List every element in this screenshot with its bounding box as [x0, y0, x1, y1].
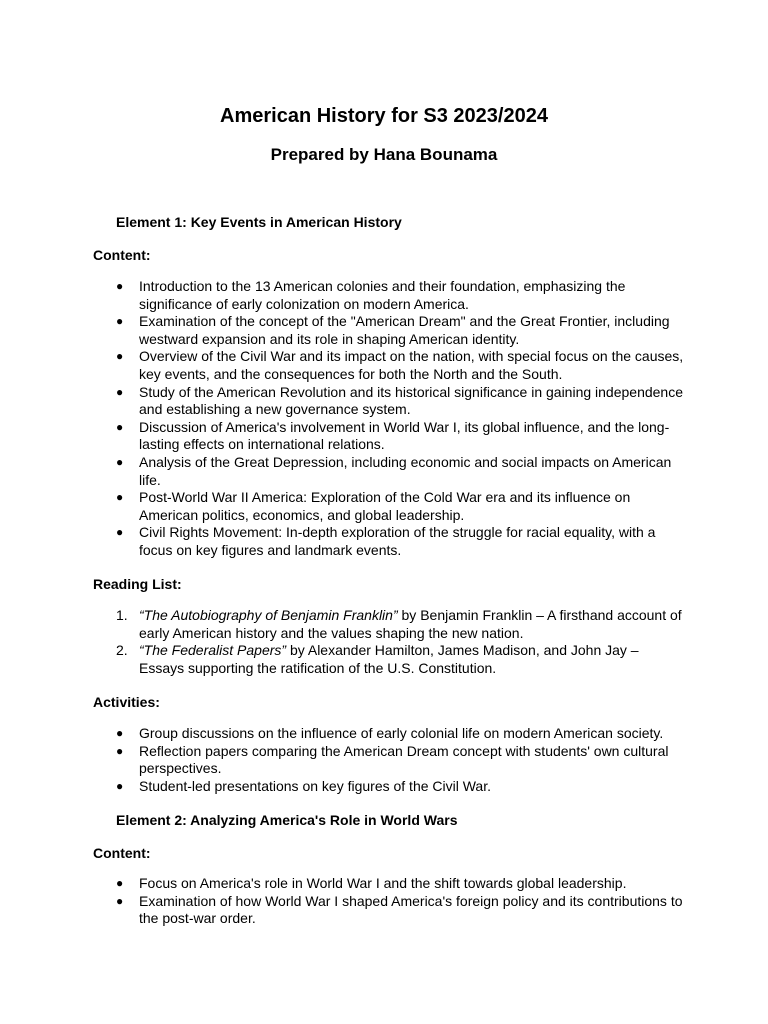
bullet-icon: ●: [116, 726, 124, 740]
bullet-icon: ●: [116, 314, 124, 329]
list-item: ● Study of the American Revolution and its historical significance in gaining independence and establishing a new governance system.: [116, 383, 684, 418]
list-item: ● Civil Rights Movement: In-depth exploration of the struggle for racial equality, with a focus on key figures and landmark events.: [116, 524, 656, 558]
document-title: American History for S3 2023/2024: [220, 105, 548, 127]
element1-activities-list: [116, 725, 686, 795]
list-item: ● Introduction to the 13 American colonies and their foundation, emphasizing the significance of early colonization on modern America.: [116, 278, 626, 312]
list-number: 1.: [116, 607, 128, 623]
element1-activities-label: Activities:: [93, 694, 160, 710]
bullet-icon: ●: [116, 384, 124, 399]
list-number: 2.: [116, 642, 128, 659]
list-item: ● Post-World War II America: Exploration of the Cold War era and its influence on American politics, economics, and global leadership.: [116, 489, 631, 523]
list-item: ● Focus on America's role in World War I and the shift towards global leadership.: [116, 875, 627, 891]
list-item: ● Examination of how World War I shaped America's foreign policy and its contributions to the post-war order.: [116, 892, 683, 927]
bullet-icon: ●: [116, 419, 124, 434]
element2-content-list: [116, 875, 686, 928]
bullet-icon: ●: [116, 876, 124, 890]
list-item: ● Examination of the concept of the "American Dream" and the Great Frontier, including westward expansion and its role in shaping American identity.: [116, 313, 670, 347]
bullet-icon: ●: [116, 490, 124, 505]
element2-content-label: Content:: [93, 845, 151, 861]
bullet-icon: ●: [116, 743, 124, 758]
list-item: ● Discussion of America's involvement in World War I, its global influence, and the long-lasting effects on international relations.: [116, 418, 670, 453]
bullet-icon: ●: [116, 525, 124, 540]
element1-heading: Element 1: Key Events in American History: [116, 214, 402, 230]
element2-heading: Element 2: Analyzing America's Role in World Wars: [116, 812, 458, 828]
bullet-icon: ●: [116, 778, 124, 793]
book-title: “The Federalist Papers”: [139, 642, 287, 659]
list-item: ● Reflection papers comparing the American Dream concept with students' own cultural perspectives.: [116, 742, 669, 777]
element1-content-label: Content:: [93, 247, 151, 263]
book-title: “The Autobiography of Benjamin Franklin”: [139, 607, 398, 623]
list-item: ● Analysis of the Great Depression, including economic and social impacts on American life.: [116, 453, 672, 488]
bullet-icon: ●: [116, 893, 124, 908]
list-item: ● Overview of the Civil War and its impact on the nation, with special focus on the causes, key events, and the consequences for both the North and the South.: [116, 348, 684, 382]
bullet-icon: ●: [116, 454, 124, 469]
bullet-icon: ●: [116, 279, 124, 293]
list-item: ● Group discussions on the influence of early colonial life on modern American society.: [116, 725, 664, 741]
element1-content-list: [116, 278, 686, 560]
list-item: ● Student-led presentations on key figures of the Civil War.: [116, 777, 491, 794]
document-subtitle: Prepared by Hana Bounama: [270, 145, 498, 164]
list-item: 2. “The Federalist Papers” by Alexander Hamilton, James Madison, and John Jay – Essays supporting the ratification of the U.S. Constitution.: [116, 642, 639, 676]
element1-reading-list: [116, 607, 686, 677]
bullet-icon: ●: [116, 349, 124, 364]
list-item: 1. “The Autobiography of Benjamin Franklin” by Benjamin Franklin – A firsthand account of early American history and the values shaping the new nation.: [116, 607, 682, 641]
element1-reading-label: Reading List:: [93, 576, 182, 592]
